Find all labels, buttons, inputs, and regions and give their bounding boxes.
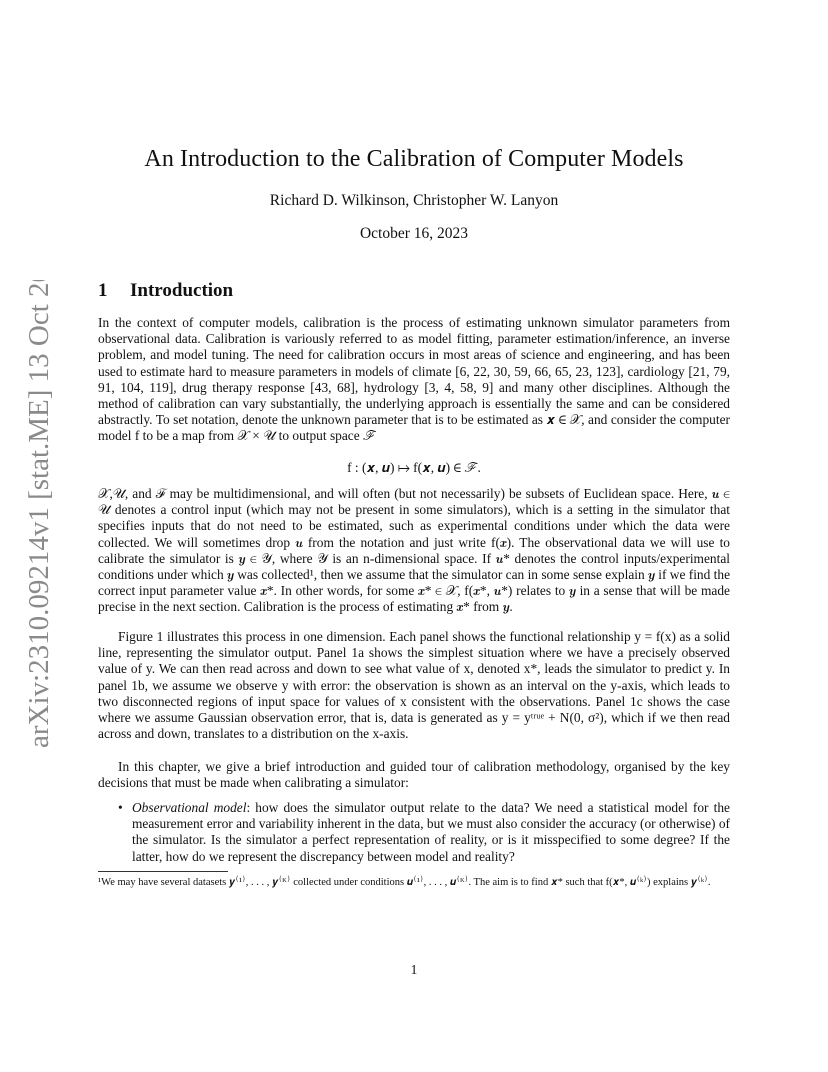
footnote-rule	[98, 871, 228, 872]
paragraph-text: In the context of computer models, calibration is the process of estimating unknown simulator parameters from observational data. Calibration is variously referred to as model fitting, parameter estimation/inference, an inverse problem, and model tuning. The need for calibration occurs in most areas of science and engineering, and has been used to estimate hard to measure parameters in models of climate [6, 22, 30, 59, 66, 65, 23, 123], cardiology [21, 79, 91, 104, 119], drug therapy response [43, 68], hydrology [3, 4, 58, 9] and many other disciplines. Although the method of calibration can vary substantially, the underlying approach is essentially the same and can be considered abstractly. To set notation, denote the unknown parameter that is to be estimated as 𝒙 ∈ 𝒳, and consider the computer model f to be a map from 𝒳 × 𝒰 to output space ℱ	[98, 315, 730, 444]
footnote-1: ¹We may have several datasets 𝒚⁽¹⁾, . . . , 𝒚⁽ᴷ⁾ collected under conditions 𝒖⁽¹⁾, . . . , 𝒖⁽ᴷ⁾. The aim is to find 𝒙* such that f(𝒙*, 𝒖⁽ᵏ⁾) explains 𝒚⁽ᵏ⁾.	[98, 877, 711, 888]
paper-authors: Richard D. Wilkinson, Christopher W. Lanyon	[269, 192, 559, 209]
bullet-text: : how does the simulator output relate to the data? We need a statistical model for the measurement error and variability inherent in the data, but we must also consider the accuracy (or otherwise) of the simulator. Is the simulator a perfect representation of reality, or is it misspecified to some degree? If the latter, how do we represent the discrepancy between model and reality?	[132, 800, 730, 864]
paragraph-text: In this chapter, we give a brief introduction and guided tour of calibration methodology, organised by the key decisions that must be made when calibrating a simulator:	[98, 759, 730, 791]
arxiv-stamp	[6, 280, 66, 750]
intro-paragraph-3	[98, 629, 730, 742]
page-number: 1	[410, 962, 418, 977]
bullet-item-observational-model	[118, 800, 730, 865]
section-title: Introduction	[130, 280, 234, 301]
equation-simulator-map: f : (𝒙, 𝒖) ↦ f(𝒙, 𝒖) ∈ ℱ.	[347, 460, 481, 475]
paper-title: An Introduction to the Calibration of Computer Models	[144, 146, 684, 172]
intro-paragraph-2	[98, 486, 730, 616]
paragraph-text: 𝒳,𝒰, and ℱ may be multidimensional, and will often (but not necessarily) be subsets of Euclidean space. Here, 𝒖 ∈ 𝒰 denotes a control input (which may not be present in some simulators), which is a setting in the simulator that specifies inputs that do not need to be estimated, such as experimental conditions under which the data were collected. We will sometimes drop 𝒖 from the notation and just write f(𝒙). The observational data we will use to calibrate the simulator is 𝒚 ∈ 𝒴, where 𝒴 is an n-dimensional space. If 𝒖* denotes the control inputs/experimental conditions under which 𝒚 was collected¹, then we assume that the simulator can in some sense explain 𝒚 if we find the correct input parameter value 𝒙*. In other words, for some 𝒙* ∈ 𝒳, f(𝒙*, 𝒖*) relates to 𝒚 in a sense that will be made precise in the next section. Calibration is the process of estimating 𝒙* from 𝒚.	[98, 486, 731, 615]
section-number: 1	[98, 280, 108, 301]
section-heading	[98, 280, 233, 302]
paragraph-text: Figure 1 illustrates this process in one dimension. Each panel shows the functional relationship y = f(x) as a solid line, representing the simulator output. Panel 1a shows the simplest situation where we have a precisely observed value of y. We can then read across and down to see what value of x, denoted x*, leads the simulator to predict y. In panel 1b, we assume we observe y with error: the observation is shown as an interval on the y-axis, which leads to two disconnected regions of input space for values of x consistent with the observations. Panel 1c shows the case where we assume Gaussian observation error, that is, data is generated as y = yᵗʳᵘᵉ + N(0, σ²), which if we then read across and down, translates to a distribution on the x-axis.	[98, 629, 730, 742]
intro-paragraph-4	[98, 759, 730, 791]
arxiv-stamp-text: arXiv:2310.09214v1 [stat.ME] 13 Oct 2023	[23, 280, 55, 748]
bullet-dot-icon: •	[118, 800, 123, 815]
paper-date: October 16, 2023	[359, 225, 469, 242]
bullet-label: Observational model	[132, 800, 247, 815]
intro-paragraph-1	[98, 315, 730, 445]
